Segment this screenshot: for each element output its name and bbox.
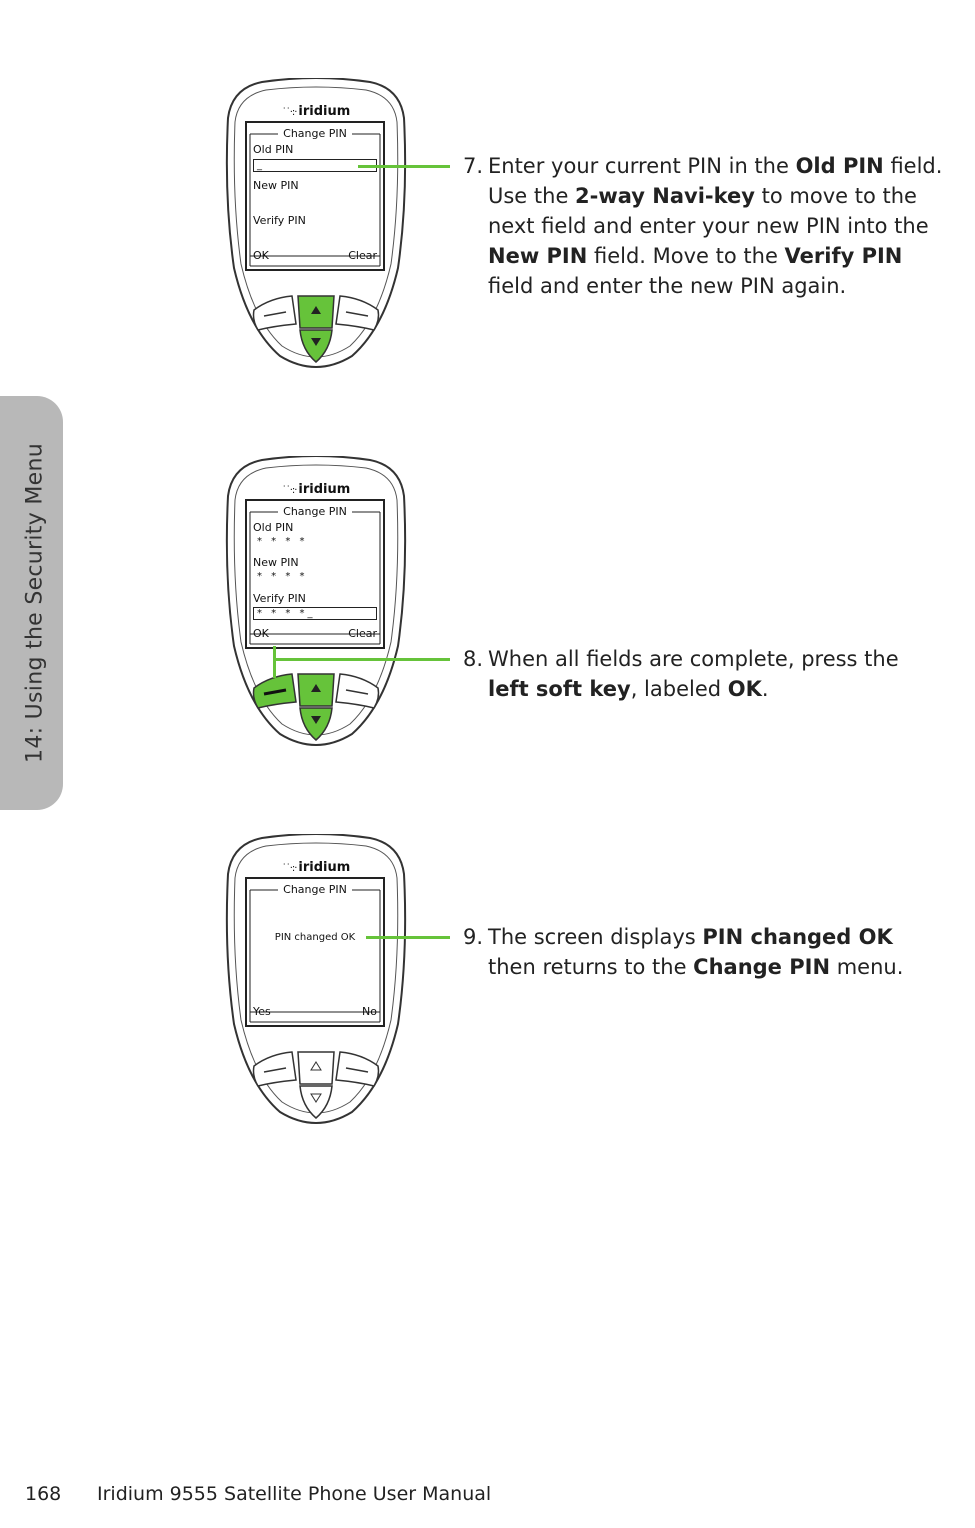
old-pin-label: Old PIN <box>253 143 294 156</box>
iridium-logo: ˙˙·:· iridium <box>281 482 351 497</box>
callout-line-2-vertical <box>273 646 276 678</box>
step-text-part: to move to the next field and enter your new PIN into the <box>488 184 929 238</box>
phone-screen <box>247 122 383 264</box>
soft-key-left-label: Yes <box>253 1005 271 1018</box>
step-text-bold: OK <box>727 677 762 701</box>
new-pin-label: New PIN <box>253 556 299 569</box>
page-number: 168 <box>25 1483 62 1505</box>
step-8 <box>463 644 943 704</box>
old-pin-label: Old PIN <box>253 521 294 534</box>
step-text-part: field. Use the <box>488 154 943 208</box>
step-text-part: , labeled <box>630 677 728 701</box>
step-text-bold: New PIN <box>488 244 588 268</box>
step-9 <box>463 922 943 982</box>
step-text <box>488 644 943 704</box>
chapter-tab-label: 14: Using the Security Menu <box>22 443 48 763</box>
callout-line-3 <box>366 936 450 939</box>
step-text-part: then returns to the <box>488 955 694 979</box>
iridium-logo: ˙˙·:· iridium <box>281 860 351 875</box>
soft-key-right-label: No <box>362 1005 377 1018</box>
phone-illustration-2 <box>222 456 410 751</box>
screen-title: Change PIN <box>247 128 383 140</box>
manual-title: Iridium 9555 Satellite Phone User Manual <box>97 1483 492 1505</box>
new-pin-label: New PIN <box>253 179 299 192</box>
new-pin-value: * * * * <box>257 571 308 582</box>
step-text-part: When all fields are complete, press the <box>488 647 899 671</box>
phone-illustration-3 <box>222 834 410 1129</box>
step-text <box>488 151 943 301</box>
old-pin-value: * * * * <box>257 536 308 547</box>
phone-screen <box>247 500 383 642</box>
step-text-bold: Verify PIN <box>784 244 903 268</box>
step-text-part: . <box>761 677 769 701</box>
pin-changed-message: PIN changed OK <box>274 932 356 943</box>
phone-screen <box>247 878 383 1020</box>
step-text-part: menu. <box>830 955 904 979</box>
step-text-bold: Change PIN <box>693 955 831 979</box>
verify-pin-label: Verify PIN <box>253 592 306 605</box>
step-number: 8. <box>463 647 484 671</box>
step-7 <box>463 151 943 301</box>
iridium-logo: ˙˙·:· iridium <box>281 104 351 119</box>
step-text-bold: left soft key <box>488 677 631 701</box>
soft-key-left-label: OK <box>253 627 269 640</box>
soft-key-right-label: Clear <box>348 249 377 262</box>
step-number: 9. <box>463 925 484 949</box>
step-text-part: Enter your current PIN in the <box>488 154 796 178</box>
screen-title: Change PIN <box>247 506 383 518</box>
callout-line-2 <box>273 658 450 661</box>
verify-pin-field: * * * *_ <box>253 607 377 620</box>
phone-illustration-1 <box>222 78 410 373</box>
soft-key-left-label: OK <box>253 249 269 262</box>
soft-key-right-label: Clear <box>348 627 377 640</box>
step-text-part: field and enter the new PIN again. <box>488 274 847 298</box>
step-text-bold: 2-way Navi-key <box>575 184 755 208</box>
step-text-part: field. Move to the <box>587 244 785 268</box>
verify-pin-label: Verify PIN <box>253 214 306 227</box>
step-text <box>488 922 943 982</box>
old-pin-field: _ <box>253 159 377 172</box>
screen-title: Change PIN <box>247 884 383 896</box>
step-text-bold: PIN changed OK <box>702 925 893 949</box>
step-text-part: The screen displays <box>488 925 703 949</box>
step-number: 7. <box>463 154 484 178</box>
step-text-bold: Old PIN <box>795 154 884 178</box>
callout-line-1 <box>358 165 450 168</box>
